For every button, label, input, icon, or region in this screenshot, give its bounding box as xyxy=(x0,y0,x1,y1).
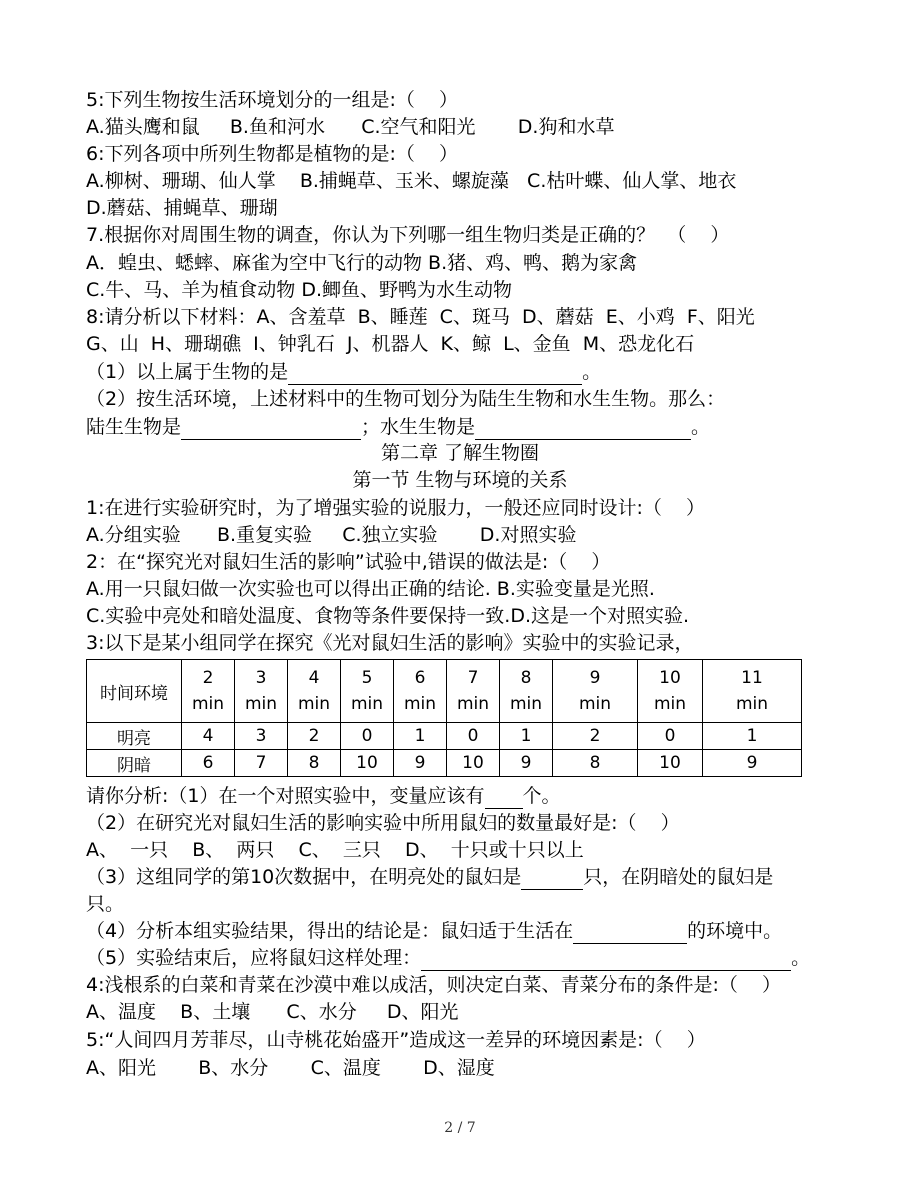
part-5-end: 。 xyxy=(791,947,811,969)
s-question-5-options: A、阳光 B、水分 C、温度 D、湿度 xyxy=(86,1057,495,1079)
question-7-stem: 7.根据你对周围生物的调查，你认为下列哪一组生物归类是正确的？ （ ） xyxy=(86,224,730,246)
question-5-options: A.猫头鹰和鼠 B.鱼和河水 C.空气和阳光 D.狗和水草 xyxy=(86,116,615,138)
question-6-stem: 6:下列各项中所列生物都是植物的是:（ ） xyxy=(86,143,459,165)
table-header-cell: 9 min xyxy=(553,660,638,723)
s-question-2-options-cd: C.实验中亮处和暗处温度、食物等条件要保持一致.D.这是一个对照实验. xyxy=(86,605,690,627)
s-question-3-part-3-end: 只。 xyxy=(86,893,125,915)
table-header-row xyxy=(87,660,802,723)
page-number: 2 / 7 xyxy=(444,1120,476,1136)
part-4-text: （4）分析本组实验结果，得出的结论是：鼠妇适于生活在 xyxy=(86,920,574,942)
experiment-record-table xyxy=(86,659,802,777)
table-header-cell: 3 min xyxy=(235,660,288,723)
section-title: 第一节 生物与环境的关系 xyxy=(352,469,568,491)
s-question-3-part-2-options: A、 一只 B、 两只 C、 三只 D、 十只或十只以上 xyxy=(86,839,584,861)
part-3-text-2: 只，在阴暗处的鼠妇是 xyxy=(583,866,774,888)
table-header-cell: 7 min xyxy=(447,660,500,723)
table-row-bright xyxy=(87,723,802,750)
answer-blank[interactable] xyxy=(475,419,691,440)
table-cell: 0 xyxy=(341,723,394,750)
part-1-end: 。 xyxy=(582,361,602,383)
question-6-options-abc: A.柳树、珊瑚、仙人掌 B.捕蝇草、玉米、螺旋藻 C.枯叶蝶、仙人掌、地衣 xyxy=(86,170,737,192)
s-question-5-stem: 5:“人间四月芳菲尽，山寺桃花始盛开”造成这一差异的环境因素是:（ ） xyxy=(86,1029,706,1051)
table-cell: 3 xyxy=(235,723,288,750)
table-cell: 2 xyxy=(288,723,341,750)
table-cell: 0 xyxy=(638,723,703,750)
question-6-option-d: D.蘑菇、捕蝇草、珊瑚 xyxy=(86,197,278,219)
table-header-cell: 5 min xyxy=(341,660,394,723)
s-question-4-options: A、温度 B、土壤 C、水分 D、阳光 xyxy=(86,1001,459,1023)
table-header-cell: 6 min xyxy=(394,660,447,723)
s-question-3-part-3 xyxy=(86,864,773,890)
table-cell: 9 xyxy=(703,750,802,777)
question-5-stem: 5:下列生物按生活环境划分的一组是:（ ） xyxy=(86,89,459,111)
table-cell: 8 xyxy=(288,750,341,777)
table-cell: 8 xyxy=(553,750,638,777)
table-cell: 9 xyxy=(394,750,447,777)
question-8-part-1 xyxy=(86,359,601,385)
s-question-3-part-4 xyxy=(86,918,782,944)
s-question-3-part-2: （2）在研究光对鼠妇生活的影响实验中所用鼠妇的数量最好是:（ ） xyxy=(86,812,680,834)
table-header-cell: 4 min xyxy=(288,660,341,723)
s-question-2-options-ab: A.用一只鼠妇做一次实验也可以得出正确的结论. B.实验变量是光照. xyxy=(86,578,655,600)
table-cell: 10 xyxy=(341,750,394,777)
question-8-materials-1: 8:请分析以下材料：A、含羞草 B、睡莲 C、斑马 D、蘑菇 E、小鸡 F、阳光 xyxy=(86,306,755,328)
chapter-title: 第二章 了解生物圈 xyxy=(380,442,540,464)
table-header-cell: 11 min xyxy=(703,660,802,723)
answer-blank[interactable] xyxy=(485,788,523,809)
question-7-options-ab: A．蝗虫、蟋蟀、麻雀为空中飞行的动物 B.猪、鸡、鸭、鹅为家禽 xyxy=(86,252,638,274)
part-5-text: （5）实验结束后，应将鼠妇这样处理： xyxy=(86,947,422,969)
table-cell: 1 xyxy=(500,723,553,750)
land-label: 陆生生物是 xyxy=(86,416,182,438)
table-cell: 2 xyxy=(553,723,638,750)
table-cell: 10 xyxy=(638,750,703,777)
table-cell: 6 xyxy=(182,750,235,777)
answer-blank[interactable] xyxy=(573,923,687,944)
part-4-end: 的环境中。 xyxy=(687,920,783,942)
table-header-cell: 8 min xyxy=(500,660,553,723)
s-question-1-stem: 1:在进行实验研究时，为了增强实验的说服力，一般还应同时设计:（ ） xyxy=(86,497,706,519)
table-cell: 4 xyxy=(182,723,235,750)
table-row-label: 阴暗 xyxy=(87,750,182,777)
table-cell: 1 xyxy=(394,723,447,750)
table-cell: 7 xyxy=(235,750,288,777)
water-label: ；水生生物是 xyxy=(361,416,476,438)
s-question-3-stem: 3:以下是某小组同学在探究《光对鼠妇生活的影响》实验中的实验记录， xyxy=(86,632,694,654)
part-1-text: （1）以上属于生物的是 xyxy=(86,361,289,383)
table-cell: 9 xyxy=(500,750,553,777)
question-8-materials-2: G、山 H、珊瑚礁 I、钟乳石 J、机器人 K、鲸 L、金鱼 M、恐龙化石 xyxy=(86,333,695,355)
question-8-part-2: （2）按生活环境，上述材料中的生物可划分为陆生生物和水生生物。那么： xyxy=(86,388,726,410)
part-3-text: （3）这组同学的第10次数据中，在明亮处的鼠妇是 xyxy=(86,866,522,888)
part-1-end: 个。 xyxy=(522,785,561,807)
s-question-3-part-1 xyxy=(86,783,561,809)
table-cell: 0 xyxy=(447,723,500,750)
question-8-part-2-answers xyxy=(86,414,710,440)
part-2-end: 。 xyxy=(691,416,711,438)
table-row-dark xyxy=(87,750,802,777)
answer-blank[interactable] xyxy=(181,419,361,440)
answer-blank[interactable] xyxy=(521,869,583,890)
answer-blank[interactable] xyxy=(421,950,791,971)
table-corner-cell: 时间环境 xyxy=(87,660,182,723)
table-header-cell: 2 min xyxy=(182,660,235,723)
question-7-options-cd: C.牛、马、羊为植食动物 D.鲫鱼、野鸭为水生动物 xyxy=(86,279,513,301)
s-question-3-part-5 xyxy=(86,945,810,971)
s-question-1-options: A.分组实验 B.重复实验 C.独立实验 D.对照实验 xyxy=(86,524,577,546)
table-cell: 1 xyxy=(703,723,802,750)
part-1-text: 请你分析:（1）在一个对照实验中，变量应该有 xyxy=(86,785,485,807)
table-header-cell: 10 min xyxy=(638,660,703,723)
table-row-label: 明亮 xyxy=(87,723,182,750)
s-question-4-stem: 4:浅根系的白菜和青菜在沙漠中难以成活，则决定白菜、青菜分布的条件是:（ ） xyxy=(86,974,782,996)
table-cell: 10 xyxy=(447,750,500,777)
answer-blank[interactable] xyxy=(288,364,582,385)
s-question-2-stem: 2：在“探究光对鼠妇生活的影响”试验中,错误的做法是:（ ） xyxy=(86,551,611,573)
